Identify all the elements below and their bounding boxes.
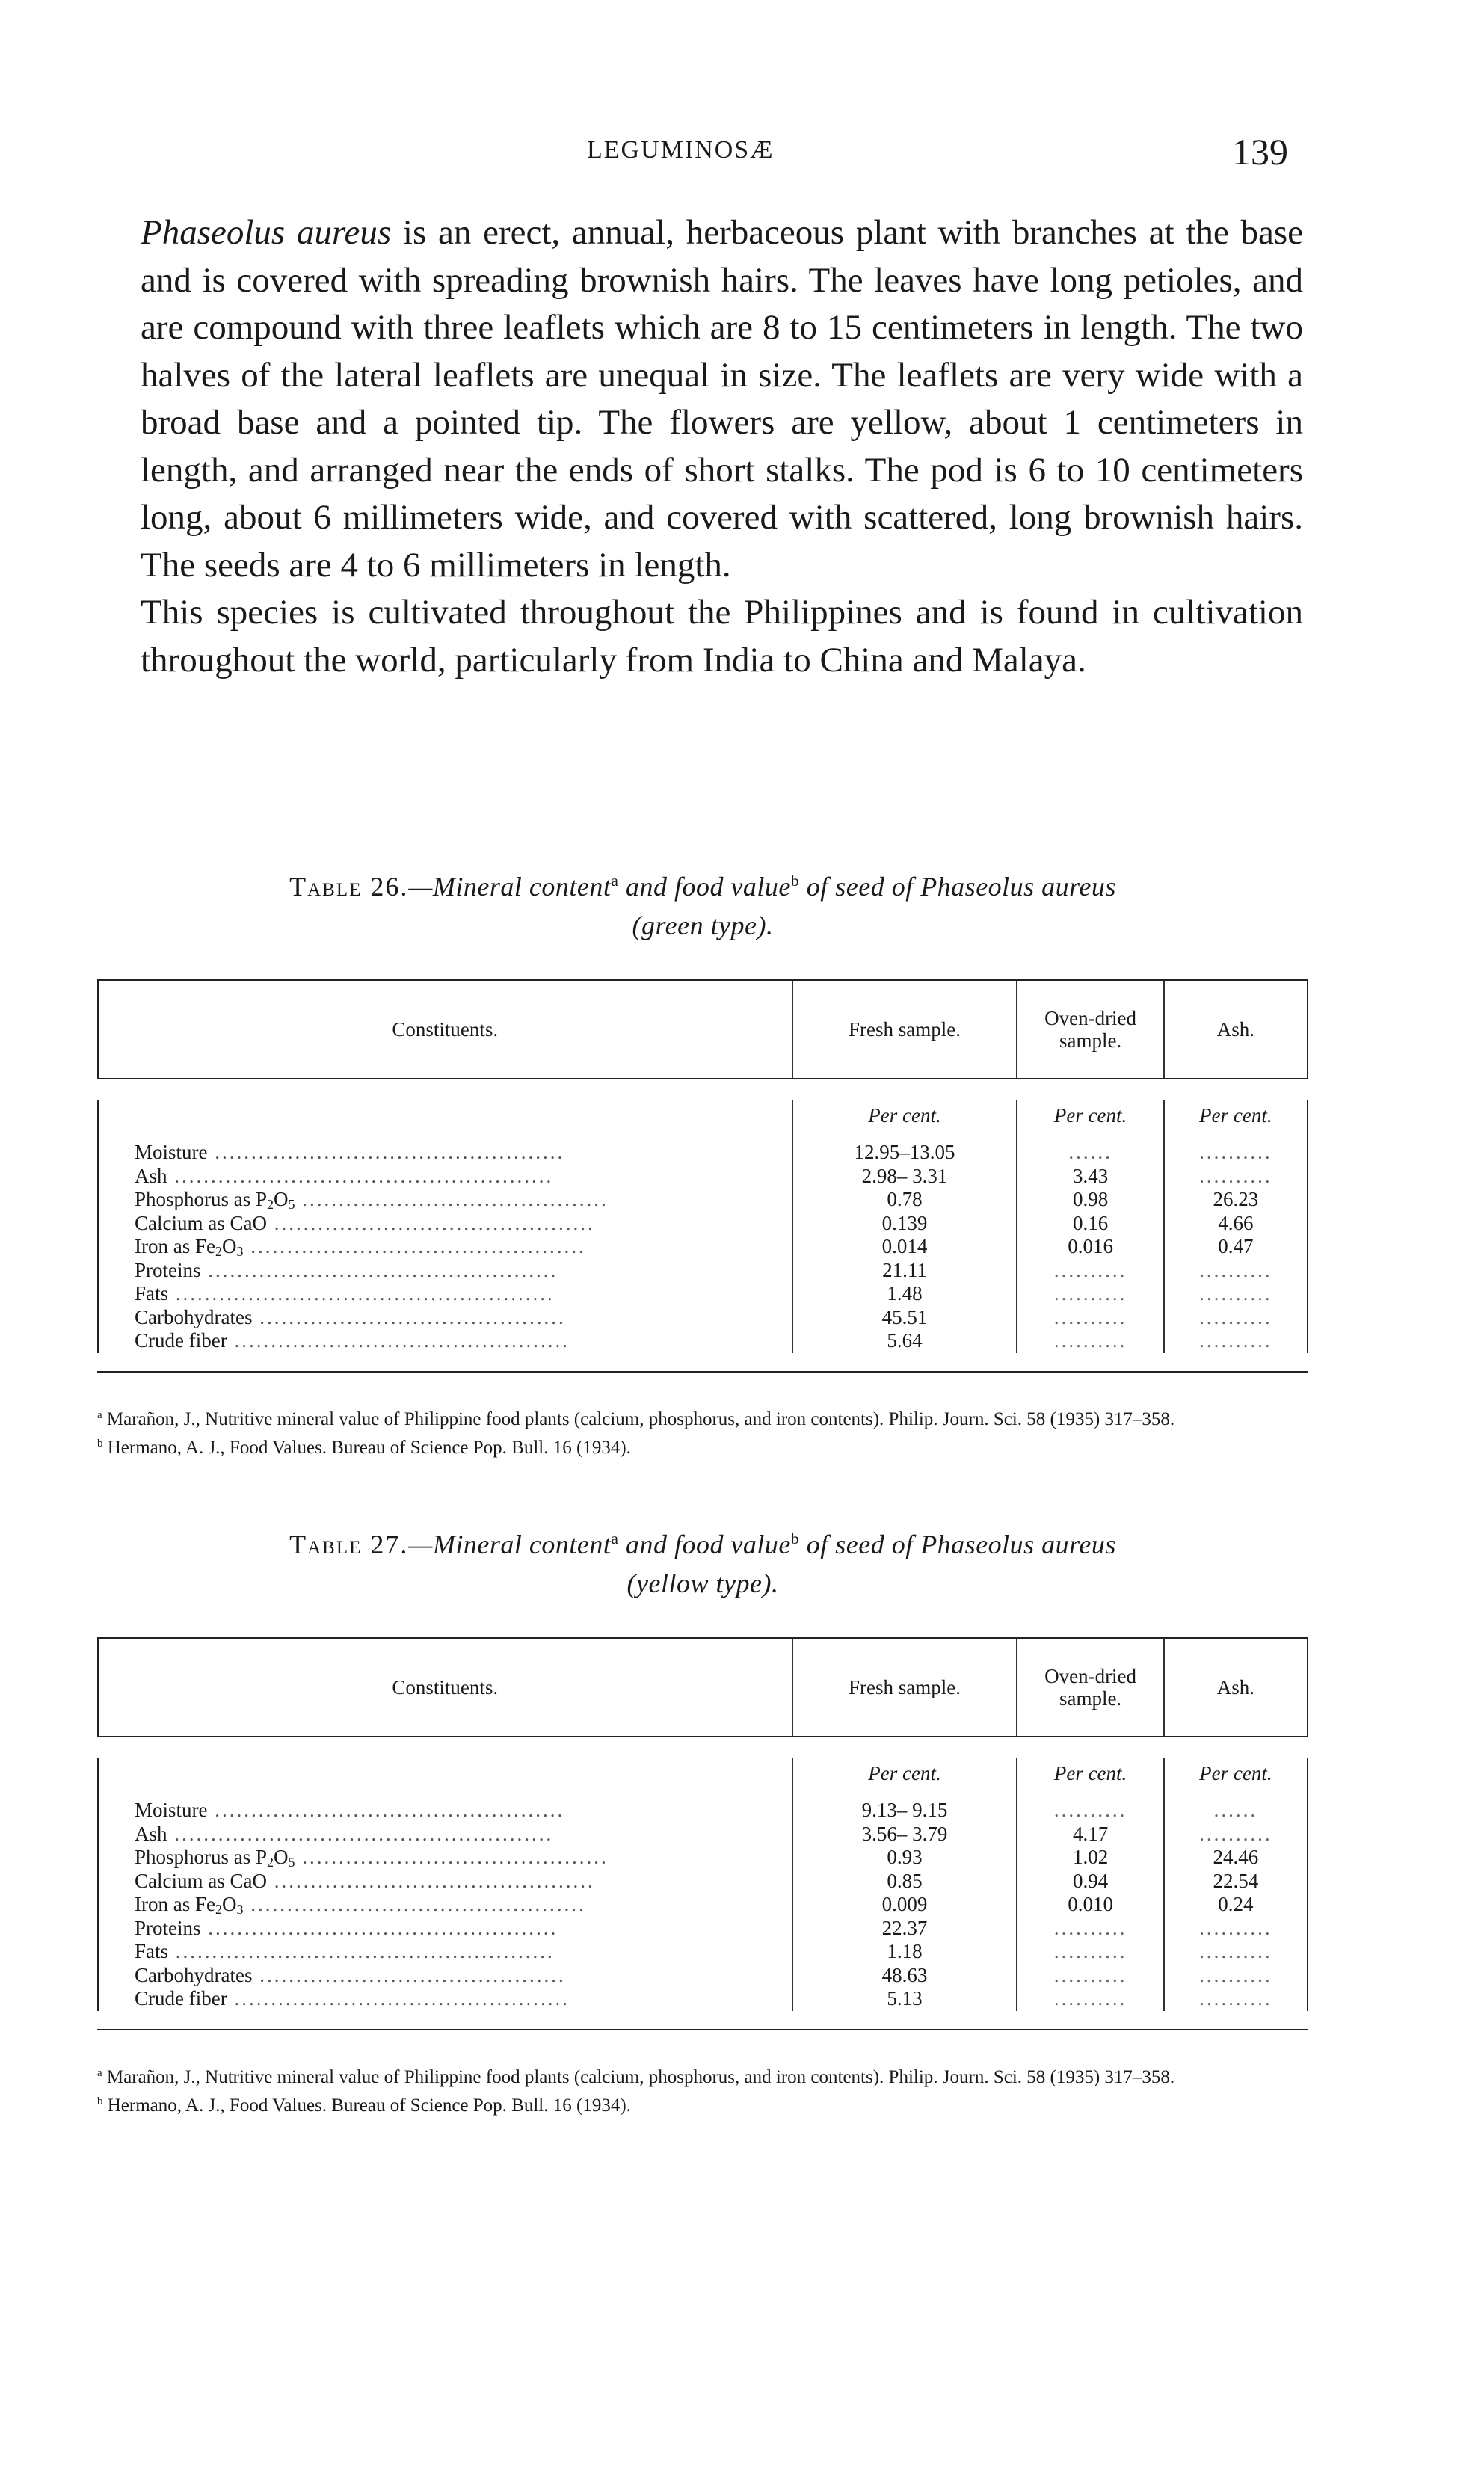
constituents-column xyxy=(97,1100,792,1353)
ash-value: 22.54 xyxy=(1213,1869,1259,1892)
ash-value: .......... xyxy=(1199,1916,1272,1939)
paragraph-description xyxy=(141,209,1303,589)
ash-value: .......... xyxy=(1199,1282,1272,1305)
footnote-a: $^a$ Marañon, J., Nutritive mineral value of Philippine food plants (calcium, phosphorus, and iron contents). Philip. Journ. Sci. 58 (1935) 317–358. xyxy=(97,1409,1175,1429)
table-row: Carbohydrates .......................................... xyxy=(135,1305,566,1328)
header-constituents: Constituents. xyxy=(97,981,792,1078)
table-row: Proteins ................................................ xyxy=(135,1258,558,1281)
table-row: Carbohydrates .......................................... xyxy=(135,1963,566,1986)
fresh-value: 0.93 xyxy=(887,1846,923,1868)
running-title: LEGUMINOSÆ xyxy=(587,136,775,164)
fresh-value: 5.64 xyxy=(887,1329,923,1352)
table-row: Fats .................................................... xyxy=(135,1282,555,1305)
header-constituents: Constituents. xyxy=(97,1639,792,1736)
table-row: Ash .................................................... xyxy=(135,1822,554,1845)
table26-caption-b: and food value xyxy=(618,872,791,902)
oven-value: 0.94 xyxy=(1072,1869,1109,1892)
oven-value: .......... xyxy=(1053,1940,1127,1962)
fresh-value: 0.78 xyxy=(887,1188,923,1210)
oven-value: 0.16 xyxy=(1072,1211,1109,1234)
table26-caption-a: —Mineral content xyxy=(408,872,612,902)
paragraph-distribution xyxy=(141,589,1303,684)
oven-value: 0.98 xyxy=(1072,1188,1109,1210)
oven-value: ...... xyxy=(1068,1141,1112,1163)
table-row: Calcium as CaO ............................................ xyxy=(135,1869,595,1892)
table27-caption-b: and food value xyxy=(618,1530,791,1559)
table-row: Crude fiber .............................................. xyxy=(135,1329,570,1352)
oven-value: 3.43 xyxy=(1072,1164,1109,1187)
oven-value: .......... xyxy=(1053,1987,1127,2009)
footnote-a: $^a$ Marañon, J., Nutritive mineral value of Philippine food plants (calcium, phosphorus, and iron contents). Philip. Journ. Sci. 58 (1935) 317–358. xyxy=(97,2067,1175,2087)
oven-value: .......... xyxy=(1053,1305,1127,1328)
fresh-value: 12.95–13.05 xyxy=(854,1141,955,1163)
ash-value: ...... xyxy=(1213,1799,1258,1821)
table27 xyxy=(97,1637,1308,2030)
table27-caption-c: of seed of Phaseolus aureus xyxy=(799,1530,1116,1559)
fresh-value: 9.13– 9.15 xyxy=(861,1799,948,1821)
table-row: Ash .................................................... xyxy=(135,1164,554,1187)
table-row: Moisture ................................................ xyxy=(135,1799,565,1821)
unit-label: Per cent. xyxy=(1199,1104,1272,1127)
oven-value: .......... xyxy=(1053,1258,1127,1281)
footnote-b: $^b$ Hermano, A. J., Food Values. Bureau of Science Pop. Bull. 16 (1934). xyxy=(97,2095,631,2116)
fresh-value: 0.014 xyxy=(881,1235,928,1257)
ash-value: .......... xyxy=(1199,1305,1272,1328)
oven-value: .......... xyxy=(1053,1282,1127,1305)
ash-value: .......... xyxy=(1199,1987,1272,2009)
ash-value: 4.66 xyxy=(1218,1211,1254,1234)
unit-label: Per cent. xyxy=(868,1762,941,1784)
page-header xyxy=(0,131,1484,179)
header-fresh-sample: Fresh sample. xyxy=(792,981,1017,1078)
table27-body xyxy=(97,1737,1308,2029)
header-ash: Ash. xyxy=(1163,1639,1308,1736)
table26-footnotes xyxy=(97,1405,1308,1462)
ash-value: .......... xyxy=(1199,1963,1272,1986)
footnote-b: $^b$ Hermano, A. J., Food Values. Bureau of Science Pop. Bull. 16 (1934). xyxy=(97,1438,631,1458)
oven-value: 1.02 xyxy=(1072,1846,1109,1868)
table27-caption-d: (yellow type). xyxy=(626,1568,779,1598)
header-oven-dried-sample: Oven-dried sample. xyxy=(1016,1639,1163,1736)
oven-value: .......... xyxy=(1053,1329,1127,1352)
fresh-value: 0.85 xyxy=(887,1869,923,1892)
oven-dried-column xyxy=(1016,1100,1163,1353)
table-row: Proteins ................................................ xyxy=(135,1916,558,1939)
ash-column xyxy=(1163,1100,1308,1353)
fresh-value: 45.51 xyxy=(881,1305,928,1328)
fresh-value: 22.37 xyxy=(881,1916,928,1939)
table27-caption: Table 27.—Mineral content$^a$ and food value$^b$ of seed of Phaseolus aureus (yellow type). xyxy=(289,1530,1116,1598)
table26-caption-c: of seed of Phaseolus aureus xyxy=(799,872,1116,902)
table26 xyxy=(97,979,1308,1373)
ash-value: 26.23 xyxy=(1213,1188,1259,1210)
species-name: Phaseolus aureus xyxy=(141,213,392,252)
header-ash: Ash. xyxy=(1163,981,1308,1078)
ash-value: .......... xyxy=(1199,1141,1272,1163)
oven-value: .......... xyxy=(1053,1963,1127,1986)
ash-column xyxy=(1163,1758,1308,2011)
table-row: Calcium as CaO ............................................ xyxy=(135,1211,595,1234)
ash-value: .......... xyxy=(1199,1329,1272,1352)
header-oven-dried-sample: Oven-dried sample. xyxy=(1016,981,1163,1078)
table-row: Fats .................................................... xyxy=(135,1940,555,1962)
constituents-column xyxy=(97,1758,792,2011)
page-number: 139 xyxy=(1232,131,1288,173)
ash-value: 0.47 xyxy=(1218,1235,1254,1257)
table-row: Phosphorus as $P_2O_5$ .......................................... xyxy=(135,1846,609,1870)
table26-body xyxy=(97,1079,1308,1371)
fresh-value: 3.56– 3.79 xyxy=(861,1822,948,1845)
oven-value: 0.016 xyxy=(1068,1235,1113,1257)
fresh-value: 0.139 xyxy=(881,1211,928,1234)
table26-caption-d: (green type). xyxy=(632,911,774,940)
oven-value: .......... xyxy=(1053,1799,1127,1821)
fresh-value: 0.009 xyxy=(881,1893,928,1915)
table-row: Iron as $Fe_2O_3$ .............................................. xyxy=(135,1235,586,1259)
unit-label: Per cent. xyxy=(1199,1762,1272,1784)
ash-value: 24.46 xyxy=(1213,1846,1259,1868)
fresh-value: 21.11 xyxy=(882,1258,927,1281)
distribution-text: This species is cultivated throughout the Philippines and is found in cultivation throughout the world, particularly from India to China and Malaya. xyxy=(141,593,1303,680)
fresh-value: 5.13 xyxy=(887,1987,923,2009)
table27-label: Table 27. xyxy=(289,1530,409,1559)
table-row: Iron as $Fe_2O_3$ .............................................. xyxy=(135,1893,586,1917)
table-row: Phosphorus as $P_2O_5$ .......................................... xyxy=(135,1188,609,1212)
body-text xyxy=(141,209,1303,684)
fresh-value: 48.63 xyxy=(881,1963,928,1986)
table26-caption: Table 26.—Mineral content$^a$ and food value$^b$ of seed of Phaseolus aureus (green type). xyxy=(289,872,1116,940)
unit-label: Per cent. xyxy=(868,1104,941,1127)
fresh-sample-column xyxy=(792,1100,1017,1353)
table26-label: Table 26. xyxy=(289,872,409,902)
fresh-value: 1.48 xyxy=(887,1282,923,1305)
ash-value: 0.24 xyxy=(1218,1893,1254,1915)
table27-caption-a: —Mineral content xyxy=(408,1530,612,1559)
ash-value: .......... xyxy=(1199,1822,1272,1845)
table-row: Crude fiber .............................................. xyxy=(135,1987,570,2009)
table27-header-row xyxy=(97,1639,1308,1737)
table27-footnotes xyxy=(97,2063,1308,2120)
table-row: Moisture ................................................ xyxy=(135,1141,565,1163)
header-fresh-sample: Fresh sample. xyxy=(792,1639,1017,1736)
ash-value: .......... xyxy=(1199,1258,1272,1281)
description-text: is an erect, annual, herbaceous plant with branches at the base and is covered with spreading brownish hairs. The leaves have long petioles, and are compound with three leaflets which are 8 to 15 centimeters in length. The two halves of the lateral leaflets are unequal in size. The leaflets are very wide with a broad base and a pointed tip. The flowers are yellow, about 1 centimeters in length, and arranged near the ends of short stalks. The pod is 6 to 10 centimeters long, about 6 millimeters wide, and covered with scattered, long brownish hairs. The seeds are 4 to 6 millimeters in length. xyxy=(141,213,1303,585)
fresh-value: 2.98– 3.31 xyxy=(861,1164,948,1187)
unit-label: Per cent. xyxy=(1053,1104,1127,1127)
oven-value: 4.17 xyxy=(1072,1822,1109,1845)
table26-header-row xyxy=(97,981,1308,1079)
oven-value: 0.010 xyxy=(1068,1893,1113,1915)
unit-label: Per cent. xyxy=(1053,1762,1127,1784)
oven-value: .......... xyxy=(1053,1916,1127,1939)
fresh-sample-column xyxy=(792,1758,1017,2011)
fresh-value: 1.18 xyxy=(887,1940,923,1962)
ash-value: .......... xyxy=(1199,1164,1272,1187)
oven-dried-column xyxy=(1016,1758,1163,2011)
ash-value: .......... xyxy=(1199,1940,1272,1962)
